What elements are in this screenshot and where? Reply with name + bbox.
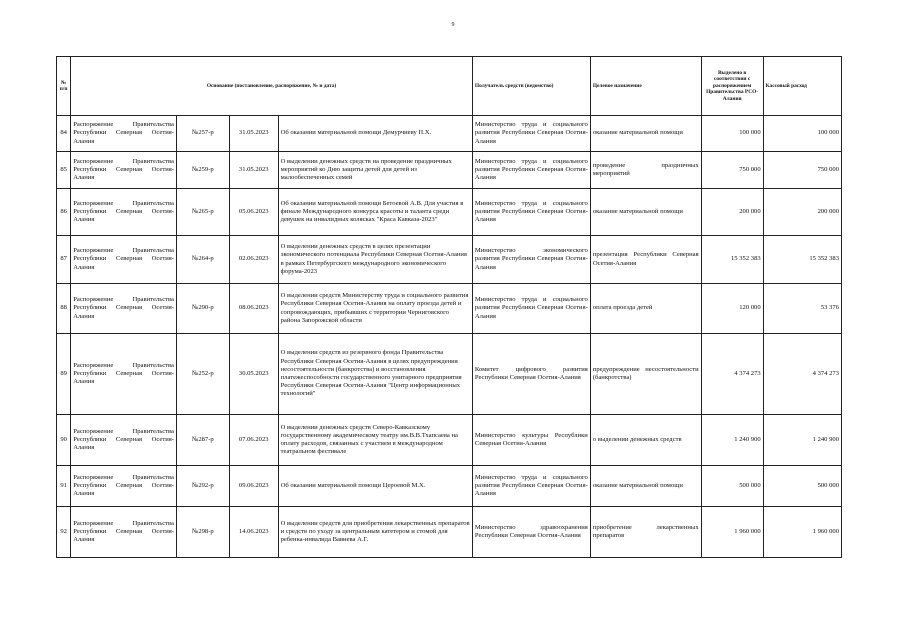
document-type-cell: Распоряжение Правительства Республики Северная Осетия-Алания xyxy=(71,334,177,415)
document-date-cell: 08.06.2023 xyxy=(229,284,278,334)
cash-expense-cell: 1 960 000 xyxy=(763,507,841,558)
row-number-cell: 89 xyxy=(57,334,71,415)
allocated-amount-cell: 200 000 xyxy=(701,189,763,236)
document-number-cell: №252-р xyxy=(176,334,229,415)
recipient-cell: Министерство труда и социального развития Республики Северная Осетия-Алания xyxy=(472,189,590,236)
document-title-cell: О выделении денежных средств на проведение праздничных мероприятий ко Дню защиты детей для детей из малообеспеченных семей xyxy=(278,152,472,189)
document-title-cell: О выделении средств для приобретения лекарственных препаратов и средств по уходу за центральным катетером и стомой для ребенка-инвалида Вавиева А.Г. xyxy=(278,507,472,558)
header-allocated: Выделено в соответствии с распоряжением Правительства РСО-Алания xyxy=(701,57,763,116)
document-number-cell: №265-р xyxy=(176,189,229,236)
reserve-fund-table xyxy=(56,56,842,558)
document-date-cell: 07.06.2023 xyxy=(229,415,278,466)
header-no: № п/п xyxy=(57,57,71,116)
recipient-cell: Министерство экономического развития Республики Северная Осетия-Алания xyxy=(472,236,590,284)
cash-expense-cell: 1 240 900 xyxy=(763,415,841,466)
allocated-amount-cell: 750 000 xyxy=(701,152,763,189)
recipient-cell: Комитет цифрового развития Республики Северная Осетия-Алания xyxy=(472,334,590,415)
allocated-amount-cell: 120 000 xyxy=(701,284,763,334)
recipient-cell: Министерство труда и социального развития Республики Северная Осетия-Алания xyxy=(472,284,590,334)
document-date-cell: 05.06.2023 xyxy=(229,189,278,236)
purpose-cell: проведение праздничных мероприятий xyxy=(590,152,701,189)
purpose-cell: оказание материальной помощи xyxy=(590,466,701,507)
document-title-cell: Об оказании материальной помощи Цероевой М.Х. xyxy=(278,466,472,507)
document-number-cell: №290-р xyxy=(176,284,229,334)
allocated-amount-cell: 15 352 383 xyxy=(701,236,763,284)
document-date-cell: 30.05.2023 xyxy=(229,334,278,415)
cash-expense-cell: 500 000 xyxy=(763,466,841,507)
document-number-cell: №264-р xyxy=(176,236,229,284)
purpose-cell: предупреждение несостоятельности (банкротства) xyxy=(590,334,701,415)
document-number-cell: №259-р xyxy=(176,152,229,189)
document-number-cell: №298-р xyxy=(176,507,229,558)
document-number-cell: №292-р xyxy=(176,466,229,507)
document-type-cell: Распоряжение Правительства Республики Северная Осетия-Алания xyxy=(71,236,177,284)
document-date-cell: 14.06.2023 xyxy=(229,507,278,558)
document-type-cell: Распоряжение Правительства Республики Северная Осетия-Алания xyxy=(71,284,177,334)
purpose-cell: приобретение лекарственных препаратов xyxy=(590,507,701,558)
table-row xyxy=(57,152,842,189)
purpose-cell: оплата проезда детей xyxy=(590,284,701,334)
cash-expense-cell: 100 000 xyxy=(763,116,841,152)
document-title-cell: О выделении денежных средств Северо-Кавказскому государственному академическому театру им.В.В.Тхапсаева на оплату расходов, связанных с участием в международном театральном фестивале xyxy=(278,415,472,466)
document-title-cell: О выделении средств Министерству труда и социального развития Республики Северная Осетия-Алания на оплату проезда детей и сопровождающих, прибывших с территории Черниговского района Запорожской области xyxy=(278,284,472,334)
header-basis: Основание (постановление, распоряжение, № и дата) xyxy=(71,57,473,116)
row-number-cell: 88 xyxy=(57,284,71,334)
cash-expense-cell: 200 000 xyxy=(763,189,841,236)
cash-expense-cell: 15 352 383 xyxy=(763,236,841,284)
document-title-cell: О выделении средств из резервного фонда Правительства Республики Северная Осетия-Алания в целях предупреждения несостоятельности (банкротства) и восстановления платежеспособности государственного унитарного предприятия Республики Северная Осетия-Алания "Центр информационных технологий" xyxy=(278,334,472,415)
table-row xyxy=(57,116,842,152)
purpose-cell: презентация Республики Северная Осетия-Алания xyxy=(590,236,701,284)
document-date-cell: 09.06.2023 xyxy=(229,466,278,507)
document-type-cell: Распоряжение Правительства Республики Северная Осетия-Алания xyxy=(71,116,177,152)
row-number-cell: 85 xyxy=(57,152,71,189)
document-number-cell: №287-р xyxy=(176,415,229,466)
document-title-cell: Об оказании материальной помощи Бетоевой А.В. Для участия в финале Международного конкурса красоты и таланта среди девушек на инвалидных колясках "Краса Кавказа-2023" xyxy=(278,189,472,236)
row-number-cell: 86 xyxy=(57,189,71,236)
purpose-cell: о выделении денежных средств xyxy=(590,415,701,466)
row-number-cell: 90 xyxy=(57,415,71,466)
table-row xyxy=(57,507,842,558)
table-row xyxy=(57,189,842,236)
recipient-cell: Министерство труда и социального развития Республики Северная Осетия-Алания xyxy=(472,466,590,507)
allocated-amount-cell: 100 000 xyxy=(701,116,763,152)
document-type-cell: Распоряжение Правительства Республики Северная Осетия-Алания xyxy=(71,152,177,189)
row-number-cell: 92 xyxy=(57,507,71,558)
allocated-amount-cell: 500 000 xyxy=(701,466,763,507)
document-type-cell: Распоряжение Правительства Республики Северная Осетия-Алания xyxy=(71,466,177,507)
header-recipient: Получатель средств (ведомство) xyxy=(472,57,590,116)
page-number: 9 xyxy=(451,22,455,28)
row-number-cell: 87 xyxy=(57,236,71,284)
purpose-cell: оказание материальной помощи xyxy=(590,116,701,152)
allocated-amount-cell: 1 240 900 xyxy=(701,415,763,466)
table-row xyxy=(57,236,842,284)
document-date-cell: 31.05.2023 xyxy=(229,116,278,152)
document-date-cell: 31.05.2023 xyxy=(229,152,278,189)
table-row xyxy=(57,466,842,507)
row-number-cell: 91 xyxy=(57,466,71,507)
document-type-cell: Распоряжение Правительства Республики Северная Осетия-Алания xyxy=(71,189,177,236)
document-date-cell: 02.06.2023 xyxy=(229,236,278,284)
cash-expense-cell: 4 374 273 xyxy=(763,334,841,415)
document-title-cell: О выделении денежных средств в целях презентации экономического потенциала Республики Северная Осетия-Алания в рамках Петербургского международного экономического форума-2023 xyxy=(278,236,472,284)
allocated-amount-cell: 1 960 000 xyxy=(701,507,763,558)
cash-expense-cell: 53 376 xyxy=(763,284,841,334)
document-type-cell: Распоряжение Правительства Республики Северная Осетия-Алания xyxy=(71,507,177,558)
recipient-cell: Министерство труда и социального развития Республики Северная Осетия-Алания xyxy=(472,152,590,189)
document-number-cell: №257-р xyxy=(176,116,229,152)
cash-expense-cell: 750 000 xyxy=(763,152,841,189)
header-expense: Кассовый расход xyxy=(763,57,841,116)
table-row xyxy=(57,415,842,466)
recipient-cell: Министерство культуры Республики Северная Осетия-Алания xyxy=(472,415,590,466)
header-row xyxy=(57,57,842,116)
table-row xyxy=(57,284,842,334)
document-type-cell: Распоряжение Правительства Республики Северная Осетия-Алания xyxy=(71,415,177,466)
purpose-cell: оказание материальной помощи xyxy=(590,189,701,236)
table-row xyxy=(57,334,842,415)
recipient-cell: Министерство труда и социального развития Республики Северная Осетия-Алания xyxy=(472,116,590,152)
allocated-amount-cell: 4 374 273 xyxy=(701,334,763,415)
document-title-cell: Об оказании материальной помощи Демурчиеву П.Х. xyxy=(278,116,472,152)
recipient-cell: Министерство здравоохранения Республики Северная Осетия-Алания xyxy=(472,507,590,558)
header-purpose: Целевое назначение xyxy=(590,57,701,116)
row-number-cell: 84 xyxy=(57,116,71,152)
